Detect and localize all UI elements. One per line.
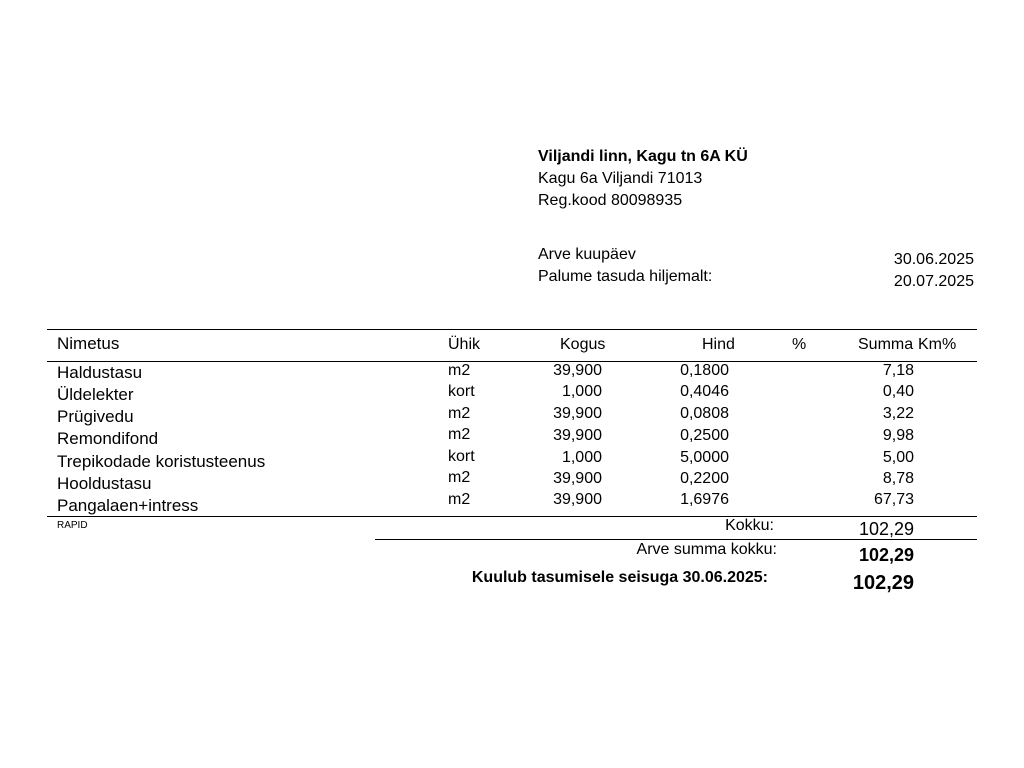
row-sum: 67,73 — [873, 491, 914, 508]
row-name: Pangalaen+intress — [57, 496, 199, 515]
row-unit: m2 — [448, 426, 471, 443]
row-unit: kort — [448, 383, 475, 400]
row-price: 5,0000 — [680, 449, 729, 466]
row-sum: 7,18 — [882, 362, 914, 379]
row-unit: m2 — [448, 362, 471, 379]
invoice-date-value: 30.06.2025 — [893, 251, 974, 268]
row-qty: 1,000 — [561, 449, 602, 466]
row-price: 0,2500 — [680, 427, 729, 444]
issuer-reg-code: Reg.kood 80098935 — [538, 192, 683, 209]
invoice-total-value: 102,29 — [858, 545, 914, 565]
issuer-name: Viljandi linn, Kagu tn 6A KÜ — [538, 148, 748, 165]
payable-label: Kuulub tasumisele seisuga 30.06.2025: — [471, 569, 768, 586]
row-price: 0,2200 — [680, 470, 729, 487]
row-name: Prügivedu — [57, 407, 134, 426]
row-unit: kort — [448, 448, 475, 465]
col-header-vat: Km% — [918, 336, 957, 353]
row-name: Remondifond — [57, 429, 159, 448]
row-unit: m2 — [448, 491, 471, 508]
invoice-total-label: Arve summa kokku: — [636, 541, 777, 558]
invoice-date-label: Arve kuupäev — [538, 246, 636, 263]
payable-value: 102,29 — [852, 572, 914, 594]
row-qty: 39,900 — [553, 470, 602, 487]
row-qty: 39,900 — [553, 405, 602, 422]
table-bottom-rule — [47, 516, 977, 517]
total-label: Kokku: — [725, 517, 774, 534]
col-header-qty: Kogus — [560, 336, 606, 353]
row-unit: m2 — [448, 469, 471, 486]
total-value: 102,29 — [858, 519, 914, 539]
totals-rule — [375, 539, 977, 540]
row-sum: 5,00 — [882, 449, 914, 466]
row-qty: 39,900 — [553, 491, 602, 508]
due-date-label: Palume tasuda hiljemalt: — [538, 268, 713, 285]
row-qty: 1,000 — [561, 383, 602, 400]
col-header-name: Nimetus — [57, 334, 120, 353]
due-date-value: 20.07.2025 — [893, 273, 974, 290]
table-top-rule — [47, 329, 977, 330]
row-sum: 8,78 — [882, 470, 914, 487]
row-sum: 3,22 — [882, 405, 914, 422]
row-sum: 9,98 — [882, 427, 914, 444]
row-price: 0,0808 — [680, 405, 729, 422]
col-header-unit: Ühik — [448, 336, 481, 353]
row-price: 1,6976 — [680, 491, 729, 508]
col-header-percent: % — [792, 336, 807, 353]
row-price: 0,1800 — [680, 362, 729, 379]
row-name: Haldustasu — [57, 363, 143, 382]
col-header-sum: Summa — [858, 336, 914, 353]
row-name: Üldelekter — [57, 385, 134, 404]
row-name: Hooldustasu — [57, 474, 152, 493]
row-qty: 39,900 — [553, 427, 602, 444]
issuer-address: Kagu 6a Viljandi 71013 — [538, 170, 703, 187]
row-sum: 0,40 — [882, 383, 914, 400]
row-price: 0,4046 — [680, 383, 729, 400]
row-name: Trepikodade koristusteenus — [57, 452, 266, 471]
software-tag: RAPID — [57, 520, 88, 531]
col-header-price: Hind — [702, 336, 735, 353]
row-qty: 39,900 — [553, 362, 602, 379]
table-header-rule — [47, 361, 977, 362]
row-unit: m2 — [448, 405, 471, 422]
